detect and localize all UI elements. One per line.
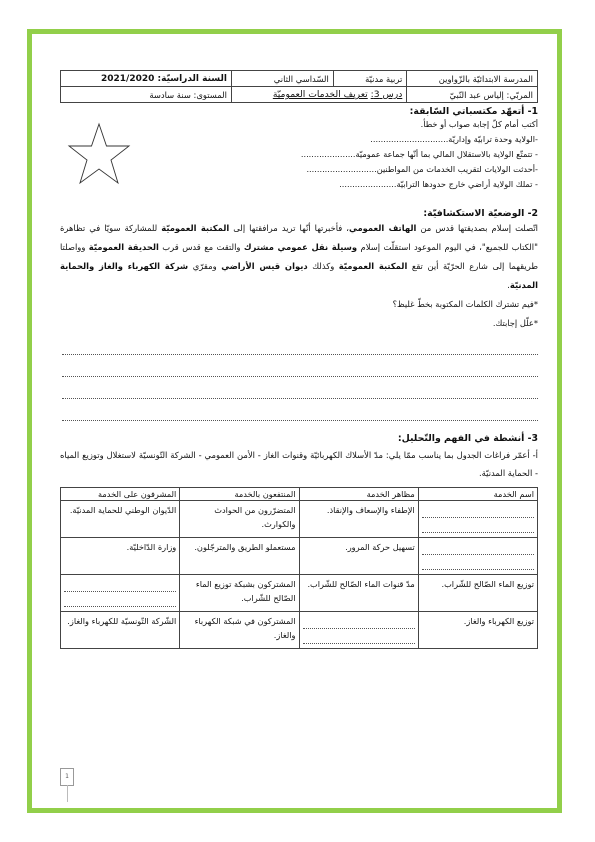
section-2-title: 2- الوضعيّة الاستكشافيّة: [423,208,538,219]
paragraph-text: وكذلك [307,261,339,271]
fill-blank-cell[interactable] [299,612,418,649]
table-cell: توزيع الكهرباء والغاز. [418,612,537,649]
table-row [61,501,538,538]
situation-paragraph [60,219,538,295]
answer-line[interactable] [62,355,538,377]
section-2 [60,208,538,421]
dotted-blank[interactable] [64,579,176,592]
lesson-name: تعريف الخدمات العموميّة [272,89,368,100]
bold-term: شركة الكهرباء والغاز والحماية المدنيّة [60,261,538,290]
table-cell: الإطفاء والإسعاف والإنقاذ. [299,501,418,538]
answer-line[interactable] [62,377,538,399]
paragraph-text: والتقت مع قدس قرب [158,242,244,252]
table-cell: تسهيل حركة المرور. [299,538,418,575]
header-table [60,70,538,103]
school-name: المدرسة الابتدائيّة بالزّواوين [407,71,538,87]
section-3-instruction: أ- أعمّر فراغات الجدول بما يناسب ممّا يلي: مدّ الأسلاك الكهربائيّة وقنوات الغاز - الأمن العمومي - الشركة التّونسيّة لاستغلال وتوزيع المياه - الحماية المدنيّة. [60,450,538,478]
table-cell: الدّيوان الوطني للحماية المدنيّة. [61,501,180,538]
section-3-title: 3- أنشطة في الفهم والتّحليل: [397,433,538,444]
paragraph-text: اتّصلت إسلام بصديقتها قدس من [416,223,538,233]
question-2: *علّل إجابتك. [492,318,538,328]
section-1-instruction: أكتب أمام كلّ إجابة صواب أو خطأ. [420,119,538,129]
bold-term: المكتبة العموميّة [161,223,230,233]
footer-line [67,785,68,802]
table-cell: وزارة الدّاخليّة. [61,538,180,575]
paragraph-text: للمشاركة سويّا في تظاهرة "الكتاب للجميع"، في اليوم الموعود استقلّت إسلام [60,223,538,252]
bold-term: الحديقة العموميّة [88,242,159,252]
dotted-blank[interactable] [64,594,176,607]
document-body [60,70,538,649]
dotted-blank[interactable] [422,557,534,570]
question-1: *فيم تشترك الكلمات المكتوبة بخطّ غليظ؟ [392,299,538,309]
star-icon [66,122,132,186]
table-cell: مستعملو الطريق والمترجّلون. [180,538,299,575]
section-1-title: 1- أتعهّد مكتسباتي السّابقة: [409,106,538,117]
bold-term: الهاتف العمومي [349,223,417,233]
dotted-blank[interactable] [422,542,534,555]
lesson-title [231,87,406,103]
exercise-item: - تملك الولاية أراضي خارج حدودها الترابيّة...................... [339,179,538,189]
fill-blank-cell[interactable] [418,501,537,538]
page-number: 1 [60,768,74,786]
table-cell: توزيع الماء الصّالح للشّراب. [418,575,537,612]
table-header: مظاهر الخدمة [299,488,418,501]
bold-term: وسيلة نقل عمومي مشترك [243,242,358,252]
paragraph-text: وواصلتا طريقهما إلى شارع الحرّيّة أين تقع [60,242,538,271]
table-cell: المشتركون في شبكة الكهرباء والغاز. [180,612,299,649]
table-header: المشرفون على الخدمة [61,488,180,501]
paragraph-text: ومقرّي [188,261,222,271]
table-row [61,575,538,612]
bold-term: المكتبة العموميّة [338,261,408,271]
paragraph-text: . [507,280,510,290]
table-cell: المشتركون بشبكة توزيع الماء الصّالح للشّراب. [180,575,299,612]
paragraph-text: ، فأخبرتها أنّها تريد مرافقتها إلى [229,223,350,233]
lesson-number: درس 3: [370,89,403,100]
table-cell: الشّركة التّونسيّة للكهرباء والغاز. [61,612,180,649]
dotted-blank[interactable] [422,520,534,533]
table-cell: مدّ قنوات الماء الصّالح للشّراب. [299,575,418,612]
bold-term: ديوان قيس الأراضي [221,261,308,271]
table-header: المنتفعون بالخدمة [180,488,299,501]
services-table [60,487,538,649]
level: المستوى: سنة سادسة [61,87,232,103]
exercise-item: -أحدثت الولايات لتقريب الخدمات من المواطنين........................... [306,164,538,174]
exercise-item: -الولاية وحدة ترابيّة وإداريّة.............................. [370,134,538,144]
table-cell: المتضرّرون من الحوادث والكوارث. [180,501,299,538]
fill-blank-cell[interactable] [418,538,537,575]
semester: السّداسي الثاني [231,71,333,87]
table-row [61,538,538,575]
dotted-blank[interactable] [303,631,415,644]
dotted-blank[interactable] [303,616,415,629]
fill-blank-cell[interactable] [61,575,180,612]
exercise-item: - تتمتّع الولاية بالاستقلال المالي بما أنّها جماعة عموميّة..................... [300,149,538,159]
section-3 [60,433,538,649]
table-row [61,612,538,649]
teacher-name: المربّي: إلياس عبد النّبيّ [407,87,538,103]
subject: تربية مدنيّة [333,71,407,87]
table-header: اسم الخدمة [418,488,537,501]
answer-line[interactable] [62,333,538,355]
answer-line[interactable] [62,399,538,421]
school-year: السنة الدراسيّة: 2021/2020 [61,71,232,87]
dotted-blank[interactable] [422,505,534,518]
section-1 [60,106,538,205]
